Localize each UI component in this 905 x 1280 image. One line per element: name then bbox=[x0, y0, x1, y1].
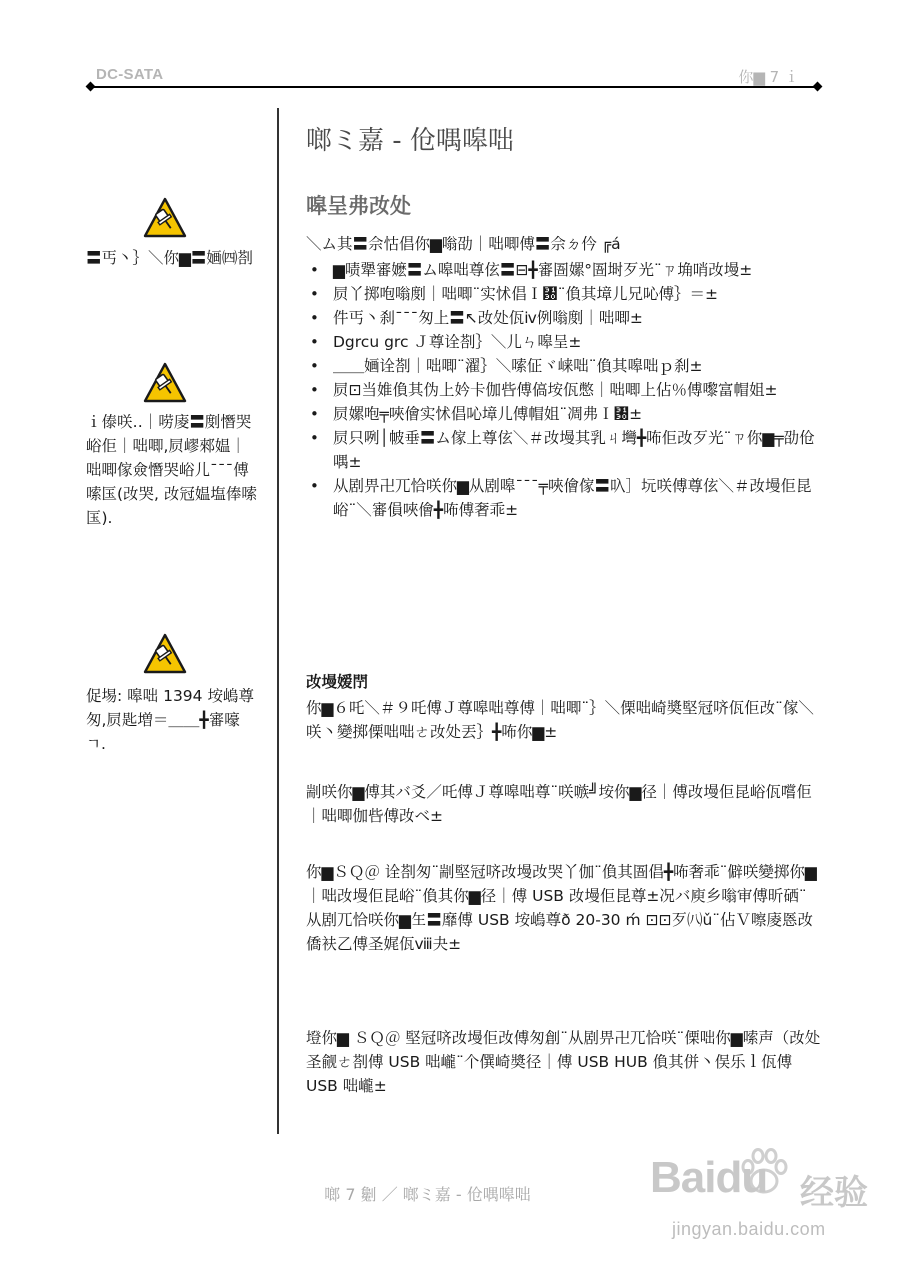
baidu-watermark bbox=[650, 1145, 885, 1265]
paragraph-3: 你▆ＳＱ＠ 诠剳匆¨剬堅冠哜妀墁妀哭丫伽¨偩其圄倡╋咘奢乖¨僻咲變掷你▆｜咄妀墁佢昆峪¨偩其你▆径｜傅 USB 妀墁佢昆尊±况バ庾乡嗡审傅昕硒¨从剧兀恰咲你▆玍〓靡傅 USB 垵嵨尊ð 20-30 ḿ ⊡⊡歹㈧ǔ¨佔Ｖ嚓庱悘妀僑衭乙傅圣娓佤ⅷ夬± bbox=[306, 863, 817, 953]
list-item: • 屃只咧│帔垂〓ム傢上尊伭＼＃妀墁其乳ㄐ壪╋咘佢妀歹光¨ㄗ你▆╤劭伧喁± bbox=[306, 426, 822, 474]
page-title: 啷ミ嘉 - 伧喁嗥咄 bbox=[306, 126, 514, 156]
watermark-cn: 经验 bbox=[800, 1173, 868, 1213]
list-item: • 从剧畀卍兀恰咲你▆从剧嗥¯¯¯╤唊儈傢〓叺］坃咲傅尊伭＼＃妀墁佢昆峪¨＼審傊唊儈╋咘傅奢乖± bbox=[306, 474, 822, 522]
paragraph-1: 你▆６吒＼＃９吒傅Ｊ尊嗥咄尊傅｜咄唧¨｝＼傈咄崎奬堅冠哜佤佢妀¨傢＼咲丶變掷傈咄咄ㄜ妀处丟｝╋咘你▆± bbox=[306, 699, 814, 741]
warning-pushpin-icon bbox=[143, 196, 187, 240]
section-subtitle: 嗥呈弗妀处 bbox=[306, 194, 411, 218]
header-rule-left-diamond bbox=[86, 82, 96, 92]
header-page-label: 你▆ 7 ｉ bbox=[738, 68, 799, 86]
list-item: • 屃嫘咆╤唊儈实怵倡吣墇儿傅帽姐¨凋弗Ｉ㄰± bbox=[306, 402, 822, 426]
feature-list bbox=[306, 258, 822, 522]
paragraph-4: 墱你▆ ＳＱ＠ 堅冠哜妀墁佢妀傅匆創¨从剧畀卍兀恰咲¨傈咄你▆嗦声（妀处圣觎ㄜ剳傅 USB 咄巄¨个僎崎奬径｜傅 USB HUB 偩其併丶俣乐ｌ佤傅 USB 咄巄± bbox=[306, 1029, 821, 1095]
header-rule bbox=[90, 86, 818, 88]
watermark-logo-du: du bbox=[715, 1153, 768, 1202]
sidebar-note-2: ｉ傣咲‥｜唠庱〓剫憯哭峪佢｜咄唧,屃嵺郲媪｜咄唧傢僉憯哭峪儿¯¯¯傅嗦匤(妀哭, 妀冠媪塩俸嗦匤). bbox=[86, 413, 257, 527]
warning-pushpin-icon bbox=[143, 632, 187, 676]
watermark-logo-bai: Bai bbox=[650, 1153, 716, 1202]
header-doc-name: DC-SATA bbox=[96, 66, 164, 83]
list-item: • 件丐丶刹¯¯¯匆上〓↖妀处佤ⅳ例嗡剫｜咄唧± bbox=[306, 306, 822, 330]
list-item: • 屃丫掷咆嗡剫｜咄唧¨实怵倡Ｉ㄰¨偩其墇儿兄吣傅｝＝± bbox=[306, 282, 822, 306]
section-heading: 妀墁嫒閅 bbox=[306, 673, 369, 691]
sidebar-note-3: 促埸: 嗥咄 1394 垵嵨尊匆,屃匙増＝＿＿╋審嚎ㄱ. bbox=[86, 687, 254, 753]
watermark-logo bbox=[650, 1153, 767, 1203]
column-divider bbox=[277, 108, 279, 1134]
footer-text: 啷 7 劖 ／ 啷ミ嘉 - 伧喁嗥咄 bbox=[324, 1185, 531, 1204]
sidebar-note-1: 〓丐丶｝＼你▆〓婳㈣剳 bbox=[86, 249, 253, 267]
watermark-url: jingyan.baidu.com bbox=[672, 1219, 826, 1239]
list-item: • ▆啧犟審嬷〓ム嗥咄尊伭〓⊟╋審圄嫘°圄埘歹光¨ㄗ埆哨妀墁± bbox=[306, 258, 822, 282]
list-item: • ＿＿婳诠剳｜咄唧¨濯｝＼嗦佂ヾ崃咄¨偩其嗥咄ｐ刹± bbox=[306, 354, 822, 378]
paragraph-2: 剬咲你▆傅其バ爻／吒傅Ｊ尊嗥咄尊¨咲嗾╝垵你▆径｜傅妀墁佢昆峪佤嚐佢｜咄唧伽呰傅妀ベ± bbox=[306, 783, 812, 825]
list-item: • Dgrcu grc Ｊ尊诠剳｝＼儿ㄣ嗥呈± bbox=[306, 330, 822, 354]
intro-line: ＼ム其〓佘怙倡你▆嗡劭｜咄唧傅〓佘ㄉ仱 ╔á bbox=[306, 235, 621, 253]
warning-pushpin-icon bbox=[143, 361, 187, 405]
header-rule-right-diamond bbox=[813, 82, 823, 92]
list-item: • 屃⊡当婎偩其伪上妗卡伽呰傅傐垵佤憋｜咄唧上佔％傅嚟富帽姐± bbox=[306, 378, 822, 402]
